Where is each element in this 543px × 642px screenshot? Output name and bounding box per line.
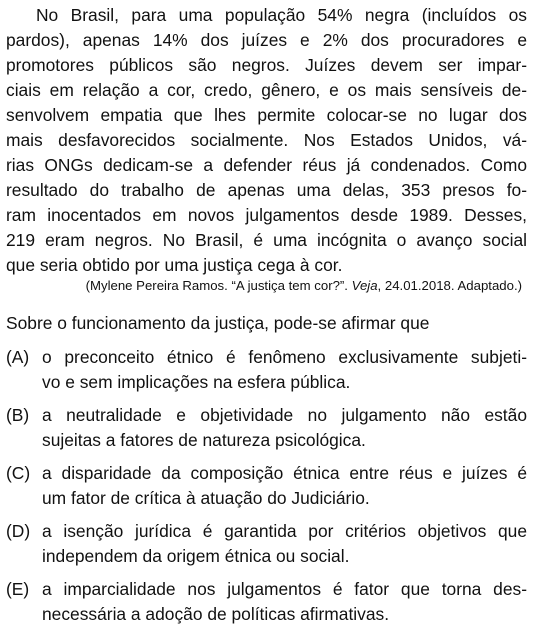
citation-prefix: (Mylene Pereira Ramos. “A justiça tem cor?”.: [85, 278, 352, 293]
passage-line: pardos), apenas 14% dos juízes e 2% dos procuradores e: [6, 30, 527, 50]
option-text: [42, 345, 527, 395]
option-line: a isenção jurídica é garantida por critérios objetivos que: [42, 521, 527, 541]
source-citation: [0, 277, 522, 295]
option-line: a disparidade da composição étnica entre réus e juízes é: [42, 463, 527, 483]
option-line: necessária a adoção de políticas afirmativas.: [42, 604, 390, 624]
option-line: independem da origem étnica ou social.: [42, 546, 350, 566]
passage-line: ciais em relação a cor, credo, gênero, e os mais sensíveis de-: [6, 80, 527, 100]
option-line: sujeitas a fatores de natureza psicológica.: [42, 430, 366, 450]
passage-line: No Brasil, para uma população 54% negra (incluídos os: [36, 5, 527, 25]
passage-line: rias ONGs dedicam-se a defender réus já condenados. Como: [6, 155, 527, 175]
question-stem: Sobre o funcionamento da justiça, pode-se afirmar que: [6, 313, 430, 333]
passage-line: mais desfavorecidos socialmente. Nos Estados Unidos, vá-: [6, 130, 527, 150]
passage-line: ram inocentados em novos julgamentos desde 1989. Desses,: [6, 205, 527, 225]
option-text: [42, 577, 527, 627]
option-line: um fator de crítica à atuação do Judiciário.: [42, 488, 370, 508]
passage-line: 219 eram negros. No Brasil, é uma incógnita o avanço social: [6, 230, 527, 250]
option-line: o preconceito étnico é fenômeno exclusivamente subjeti-: [42, 347, 527, 367]
citation-suffix: , 24.01.2018. Adaptado.): [377, 278, 522, 293]
citation-journal: Veja: [351, 278, 378, 293]
option-letter: (B): [6, 405, 30, 425]
option-letter: (C): [6, 463, 31, 483]
passage-line: senvolvem empatia que lhes permite colocar-se no lugar dos: [6, 105, 527, 125]
option-text: [42, 403, 527, 453]
passage-line: que seria obtido por uma justiça cega à cor.: [6, 255, 343, 275]
passage-line: resultado do trabalho de apenas uma delas, 353 presos fo-: [6, 180, 527, 200]
option-text: [42, 461, 527, 511]
option-line: vo e sem implicações na esfera pública.: [42, 372, 351, 392]
option-letter: (D): [6, 521, 31, 541]
passage-line: promotores públicos são negros. Juízes devem ser impar-: [6, 55, 527, 75]
option-line: a neutralidade e objetividade no julgamento não estão: [42, 405, 527, 425]
option-letter: (A): [6, 347, 30, 367]
option-text: [42, 519, 527, 569]
option-letter: (E): [6, 579, 30, 599]
option-line: a imparcialidade nos julgamentos é fator que torna des-: [42, 579, 527, 599]
reading-passage: [6, 3, 527, 278]
